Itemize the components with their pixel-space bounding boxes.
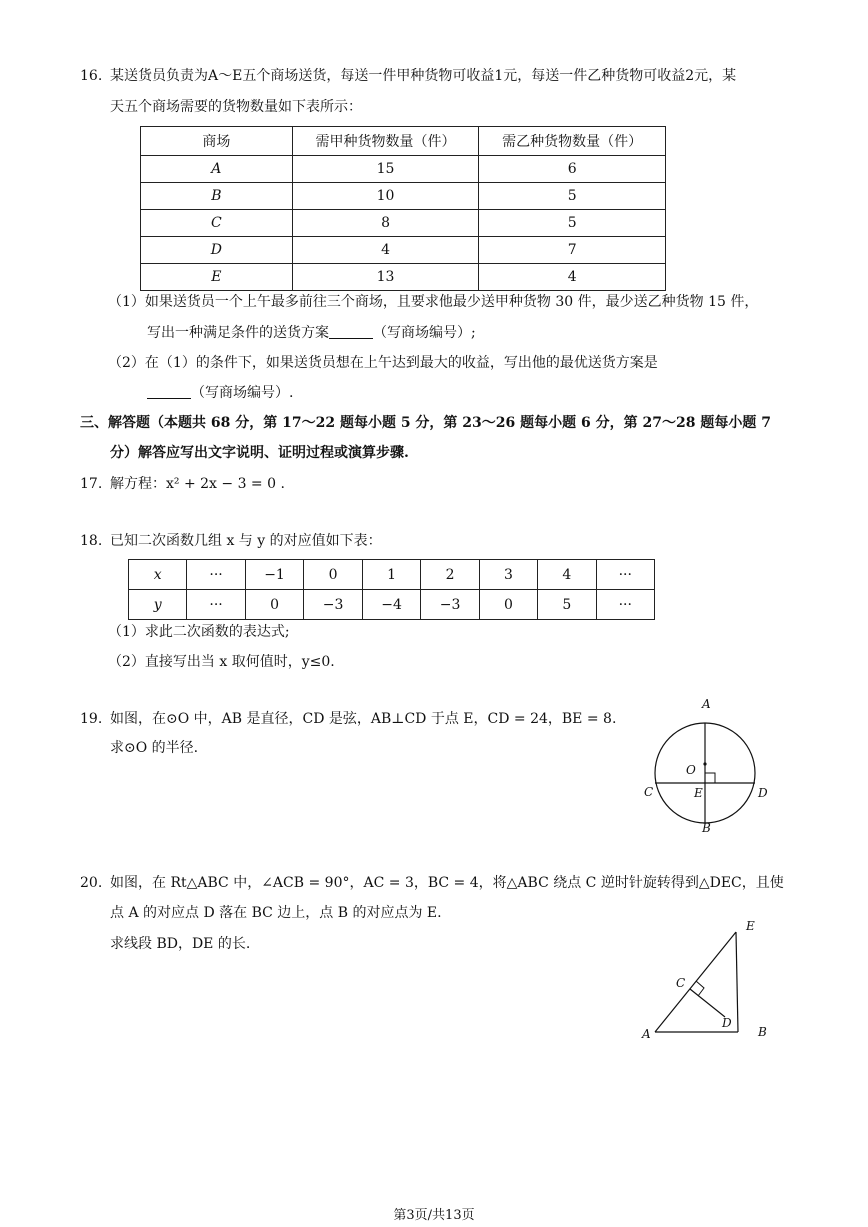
answer-blank	[147, 384, 191, 399]
table-cell: A	[141, 156, 293, 183]
table-cell: 13	[292, 264, 479, 291]
table-cell: y	[129, 590, 187, 620]
label-b: B	[758, 1025, 767, 1039]
q19-circle-figure	[630, 690, 780, 840]
q16-number: 16.	[80, 68, 103, 84]
table-cell: x	[129, 560, 187, 590]
table-cell: ···	[596, 590, 654, 620]
table-cell: 0	[304, 560, 363, 590]
q20-number: 20.	[80, 875, 103, 891]
table-row	[129, 560, 655, 590]
q17-number: 17.	[80, 476, 103, 492]
table-cell: 2	[421, 560, 480, 590]
q18-text: 已知二次函数几组 x 与 y 的对应值如下表：	[110, 533, 382, 549]
label-d: D	[722, 1016, 732, 1030]
q16-part2-line1: （2）在（1）的条件下，如果送货员想在上午达到最大的收益，写出他的最优送货方案是	[108, 355, 658, 371]
table-cell: 3	[479, 560, 537, 590]
q18-table	[128, 559, 655, 620]
label-e: E	[694, 786, 703, 800]
segment-cd	[690, 989, 725, 1017]
q16-table	[140, 126, 666, 291]
q20-triangle-figure	[630, 910, 780, 1050]
table-cell: 4	[479, 264, 666, 291]
q17-text: 解方程：x² + 2x − 3 = 0 .	[110, 476, 285, 492]
label-a: A	[702, 697, 711, 711]
q16-text-line2: 天五个商场需要的货物数量如下表所示：	[110, 99, 362, 115]
label-e: E	[746, 919, 755, 933]
q20-text-line1: 如图，在 Rt△ABC 中，∠ACB = 90°，AC = 3，BC = 4，将△ABC 绕点 C 逆时针旋转得到△DEC，且使	[110, 875, 784, 891]
right-angle-mark	[696, 981, 704, 996]
table-row	[141, 264, 666, 291]
table-cell: 0	[245, 590, 304, 620]
table-cell: 5	[479, 183, 666, 210]
table-cell: B	[141, 183, 293, 210]
table-cell: E	[141, 264, 293, 291]
table-row	[141, 237, 666, 264]
q16-part1-line2: 写出一种满足条件的送货方案 （写商场编号）;	[147, 325, 476, 341]
q18-part2: （2）直接写出当 x 取何值时，y≤0.	[108, 654, 335, 670]
table-cell: 0	[479, 590, 537, 620]
table-cell: C	[141, 210, 293, 237]
table-cell: 15	[292, 156, 479, 183]
table-cell: 4	[538, 560, 596, 590]
table-row	[141, 156, 666, 183]
q20-text-line3: 求线段 BD，DE 的长.	[110, 936, 251, 952]
q16-text-line1: 某送货员负责为A～E五个商场送货，每送一件甲种货物可收益1元，每送一件乙种货物可收益2元，某	[110, 68, 737, 84]
label-d: D	[758, 786, 768, 800]
q16-table-header: 需乙种货物数量（件）	[479, 127, 666, 156]
q16-table-header: 需甲种货物数量（件）	[292, 127, 479, 156]
table-cell: 8	[292, 210, 479, 237]
label-c: C	[644, 785, 654, 799]
label-c: C	[676, 976, 686, 990]
table-row	[129, 590, 655, 620]
table-cell: −4	[362, 590, 421, 620]
table-cell: ···	[187, 590, 245, 620]
table-cell: 6	[479, 156, 666, 183]
table-cell: 4	[292, 237, 479, 264]
table-cell: 5	[538, 590, 596, 620]
answer-blank	[329, 324, 373, 339]
q19-number: 19.	[80, 711, 103, 727]
table-cell: D	[141, 237, 293, 264]
table-cell: ···	[596, 560, 654, 590]
q16-part1-line1: （1）如果送货员一个上午最多前往三个商场，且要求他最少送甲种货物 30 件，最少送乙种货物 15 件，	[108, 294, 759, 310]
table-cell: −3	[304, 590, 363, 620]
table-row	[141, 183, 666, 210]
table-cell: −3	[421, 590, 480, 620]
table-cell: 10	[292, 183, 479, 210]
label-o: O	[686, 763, 696, 777]
section3-heading-line1: 三、解答题（本题共 68 分，第 17～22 题每小题 5 分，第 23～26 题每小题 6 分，第 27～28 题每小题 7	[80, 415, 771, 431]
q19-text-line2: 求⊙O 的半径.	[110, 740, 199, 756]
q16-table-header: 商场	[141, 127, 293, 156]
label-a: A	[642, 1027, 651, 1041]
center-point	[703, 762, 706, 765]
table-cell: 5	[479, 210, 666, 237]
table-cell: 1	[362, 560, 421, 590]
q16-part2-line2: （写商场编号）.	[147, 383, 293, 403]
q20-text-line2: 点 A 的对应点 D 落在 BC 边上，点 B 的对应点为 E.	[110, 905, 442, 921]
label-b: B	[702, 821, 711, 835]
table-row	[141, 210, 666, 237]
q18-number: 18.	[80, 533, 103, 549]
page-number: 第3页/共13页	[393, 1208, 475, 1223]
table-cell: −1	[245, 560, 304, 590]
table-cell: 7	[479, 237, 666, 264]
table-cell: ···	[187, 560, 245, 590]
right-angle-mark	[705, 773, 715, 783]
segment-eb	[736, 932, 738, 1032]
q18-part1: （1）求此二次函数的表达式;	[108, 624, 290, 640]
section3-heading-line2: 分）解答应写出文字说明、证明过程或演算步骤.	[110, 445, 409, 461]
q19-text-line1: 如图，在⊙O 中，AB 是直径，CD 是弦，AB⊥CD 于点 E，CD = 24，BE = 8.	[110, 711, 617, 727]
